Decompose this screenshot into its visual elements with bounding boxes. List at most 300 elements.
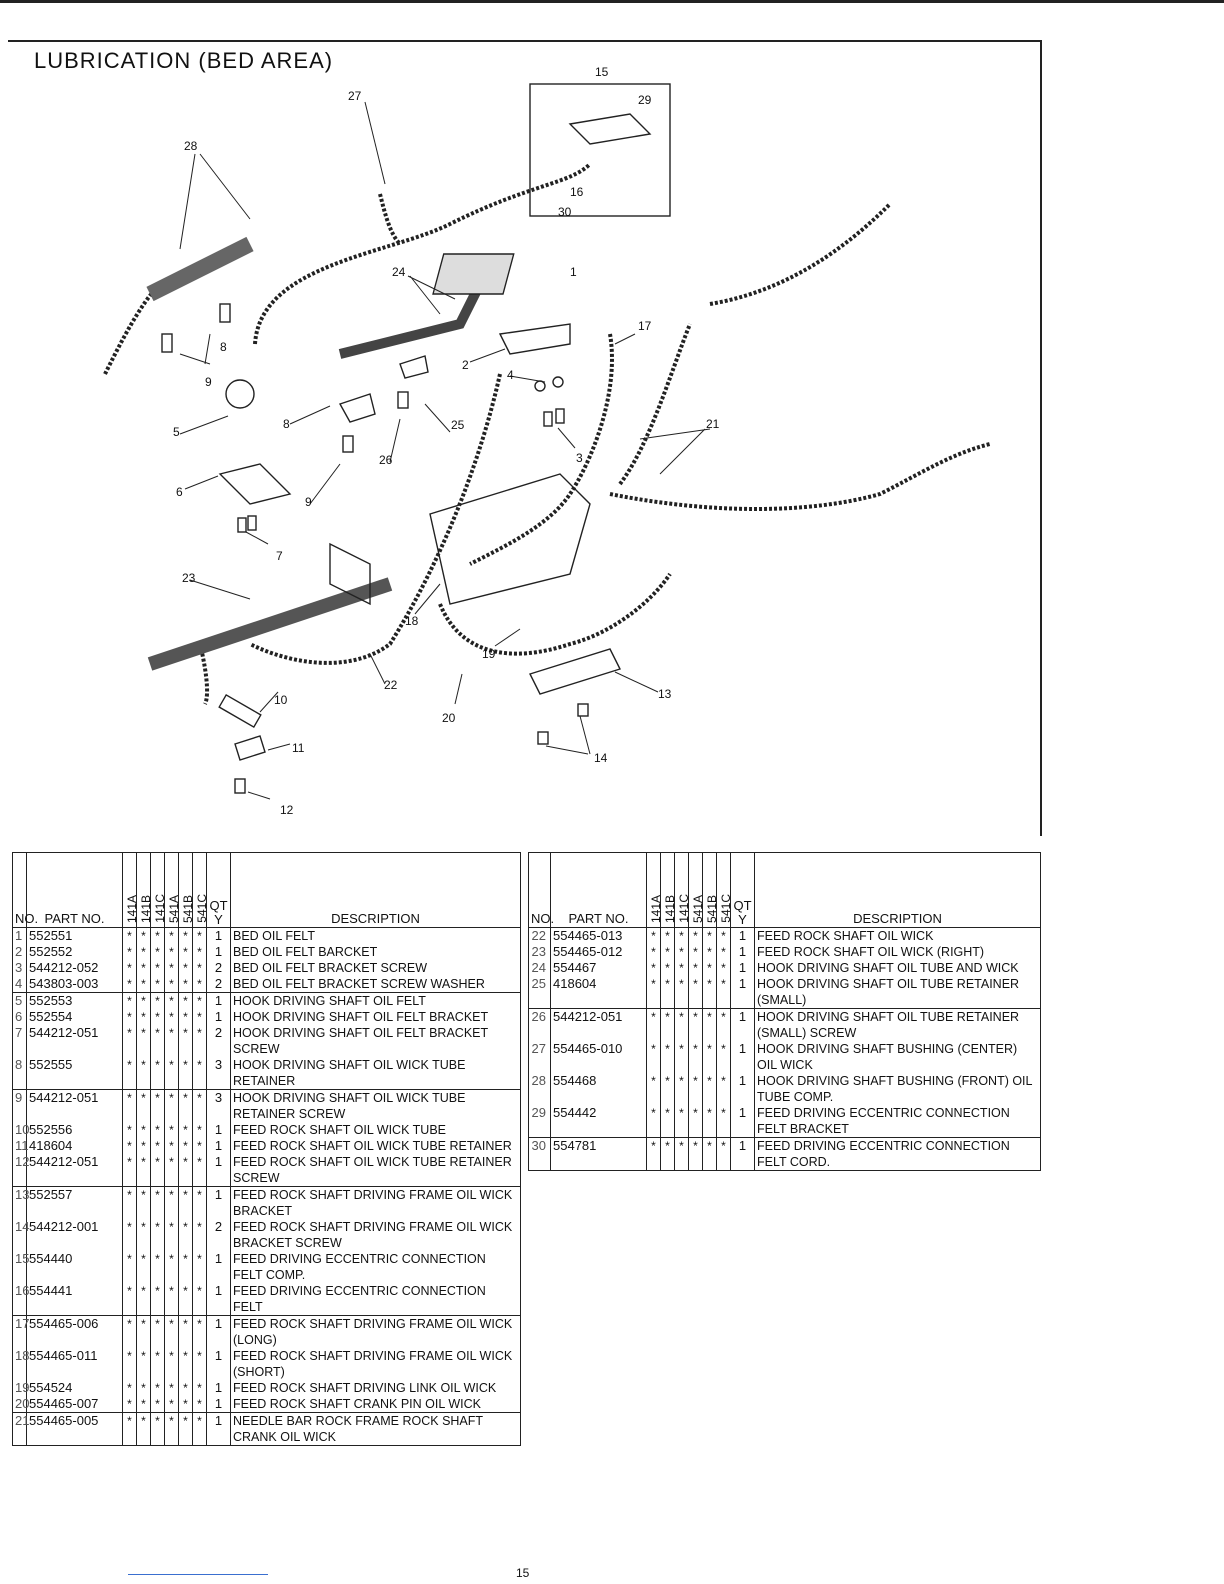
wick-cord — [470, 334, 612, 564]
row-qty: 1 — [207, 1138, 231, 1154]
table-row — [13, 993, 521, 1010]
tube-10 — [219, 695, 261, 727]
screws — [162, 304, 588, 793]
row-model-mark: * — [165, 1138, 179, 1154]
row-no: 24 — [529, 960, 551, 976]
row-no: 7 — [13, 1025, 27, 1057]
row-model-mark: * — [193, 1316, 207, 1349]
row-model-mark: * — [689, 1041, 703, 1073]
row-no: 25 — [529, 976, 551, 1009]
row-model-mark: * — [661, 960, 675, 976]
row-model-mark: * — [647, 1138, 661, 1171]
row-no: 12 — [13, 1154, 27, 1187]
row-model-mark: * — [193, 1025, 207, 1057]
header-model — [151, 853, 165, 928]
row-no: 20 — [13, 1396, 27, 1413]
row-model-mark: * — [123, 1057, 137, 1090]
row-model-mark: * — [179, 1138, 193, 1154]
row-model-mark: * — [717, 960, 731, 976]
row-part-no: 554465-005 — [27, 1413, 123, 1446]
callout-10: 10 — [274, 693, 288, 707]
row-model-mark: * — [689, 960, 703, 976]
row-no: 11 — [13, 1138, 27, 1154]
row-qty: 2 — [207, 976, 231, 993]
table-row — [529, 960, 1041, 976]
row-model-mark: * — [179, 976, 193, 993]
row-model-mark: * — [689, 1105, 703, 1138]
row-no: 10 — [13, 1122, 27, 1138]
header-qty: QTY — [731, 853, 755, 928]
row-model-mark: * — [717, 928, 731, 945]
row-model-mark: * — [179, 1316, 193, 1349]
row-model-mark: * — [165, 976, 179, 993]
row-qty: 1 — [731, 1138, 755, 1171]
table-row — [13, 1187, 521, 1220]
table-row — [13, 944, 521, 960]
parts-table-right — [528, 852, 1041, 1171]
row-model-mark: * — [151, 1396, 165, 1413]
callout-19: 19 — [482, 647, 496, 661]
row-description: FEED ROCK SHAFT DRIVING LINK OIL WICK — [231, 1380, 521, 1396]
header-description: DESCRIPTION — [755, 853, 1041, 928]
row-model-mark: * — [165, 1396, 179, 1413]
row-model-mark: * — [647, 1073, 661, 1105]
row-model-mark: * — [137, 1122, 151, 1138]
row-part-no: 418604 — [551, 976, 647, 1009]
callout-22: 22 — [384, 678, 398, 692]
wick-cord — [255, 164, 590, 344]
row-model-mark: * — [179, 1057, 193, 1090]
row-description: FEED DRIVING ECCENTRIC CONNECTION FELT COMP. — [231, 1251, 521, 1283]
row-model-mark: * — [165, 1413, 179, 1446]
table-row — [13, 1090, 521, 1123]
row-model-mark: * — [123, 1413, 137, 1446]
table-row — [13, 1219, 521, 1251]
row-part-no: 554465-006 — [27, 1316, 123, 1349]
row-qty: 1 — [207, 928, 231, 945]
row-qty: 1 — [731, 976, 755, 1009]
callout-29: 29 — [638, 93, 652, 107]
row-model-mark: * — [689, 1073, 703, 1105]
row-qty: 1 — [207, 1187, 231, 1220]
row-model-mark: * — [151, 1283, 165, 1316]
row-qty: 1 — [731, 960, 755, 976]
row-no: 27 — [529, 1041, 551, 1073]
row-model-mark: * — [179, 1348, 193, 1380]
row-model-mark: * — [151, 1251, 165, 1283]
table-row — [13, 1251, 521, 1283]
row-model-mark: * — [717, 1009, 731, 1042]
row-model-mark: * — [151, 928, 165, 945]
row-model-mark: * — [165, 1187, 179, 1220]
row-model-mark: * — [193, 993, 207, 1010]
header-model-label: 141B — [663, 894, 677, 923]
header-model-label: 541B — [181, 894, 195, 923]
row-model-mark: * — [661, 1041, 675, 1073]
row-model-mark: * — [137, 1316, 151, 1349]
row-model-mark: * — [165, 944, 179, 960]
header-model-label: 141A — [649, 894, 663, 923]
callout-1: 1 — [570, 265, 577, 279]
row-model-mark: * — [703, 1105, 717, 1138]
page-number: 15 — [516, 1566, 530, 1580]
row-model-mark: * — [165, 1025, 179, 1057]
row-model-mark: * — [179, 1009, 193, 1025]
row-model-mark: * — [123, 1219, 137, 1251]
header-model-label: 141B — [139, 894, 153, 923]
callout-8a: 8 — [220, 340, 227, 354]
row-model-mark: * — [703, 976, 717, 1009]
row-model-mark: * — [151, 1025, 165, 1057]
row-no: 4 — [13, 976, 27, 993]
row-model-mark: * — [647, 976, 661, 1009]
row-model-mark: * — [165, 1219, 179, 1251]
wick-cord — [620, 324, 690, 484]
row-qty: 1 — [207, 1154, 231, 1187]
header-model-label: 541A — [167, 894, 181, 923]
header-model — [661, 853, 675, 928]
row-description: HOOK DRIVING SHAFT OIL FELT BRACKET SCREW — [231, 1025, 521, 1057]
row-model-mark: * — [193, 1251, 207, 1283]
row-model-mark: * — [193, 1154, 207, 1187]
row-model-mark: * — [703, 960, 717, 976]
header-model-label: 541C — [719, 894, 733, 923]
row-qty: 1 — [207, 993, 231, 1010]
row-description: BED OIL FELT BRACKET SCREW WASHER — [231, 976, 521, 993]
row-model-mark: * — [123, 1090, 137, 1123]
row-qty: 3 — [207, 1090, 231, 1123]
wick-cord — [380, 194, 400, 244]
row-model-mark: * — [151, 960, 165, 976]
row-model-mark: * — [165, 1380, 179, 1396]
row-model-mark: * — [717, 1138, 731, 1171]
row-model-mark: * — [137, 1396, 151, 1413]
callout-28: 28 — [184, 139, 198, 153]
row-model-mark: * — [703, 1073, 717, 1105]
row-model-mark: * — [123, 1122, 137, 1138]
row-model-mark: * — [647, 1009, 661, 1042]
callout-14: 14 — [594, 751, 608, 765]
callout-9a: 9 — [205, 375, 212, 389]
callout-25: 25 — [451, 418, 465, 432]
row-model-mark: * — [703, 928, 717, 945]
row-model-mark: * — [717, 1041, 731, 1073]
table-row — [13, 976, 521, 993]
header-model — [647, 853, 661, 928]
header-model — [703, 853, 717, 928]
row-part-no: 544212-051 — [27, 1090, 123, 1123]
row-no: 30 — [529, 1138, 551, 1171]
row-qty: 1 — [207, 944, 231, 960]
header-model — [675, 853, 689, 928]
row-model-mark: * — [137, 1251, 151, 1283]
row-model-mark: * — [179, 1219, 193, 1251]
row-model-mark: * — [137, 1187, 151, 1220]
row-model-mark: * — [151, 944, 165, 960]
row-part-no: 554465-007 — [27, 1396, 123, 1413]
row-model-mark: * — [717, 1105, 731, 1138]
table-row — [13, 1348, 521, 1380]
callout-6: 6 — [176, 485, 183, 499]
row-model-mark: * — [165, 928, 179, 945]
row-model-mark: * — [151, 1154, 165, 1187]
row-model-mark: * — [151, 1057, 165, 1090]
row-model-mark: * — [193, 928, 207, 945]
table-row — [13, 928, 521, 945]
callout-21: 21 — [706, 417, 720, 431]
row-model-mark: * — [123, 944, 137, 960]
row-model-mark: * — [193, 1057, 207, 1090]
row-model-mark: * — [165, 1009, 179, 1025]
callout-7: 7 — [276, 549, 283, 563]
row-model-mark: * — [151, 1138, 165, 1154]
row-description: FEED ROCK SHAFT OIL WICK — [755, 928, 1041, 945]
row-qty: 1 — [731, 1105, 755, 1138]
header-model-label: 541A — [691, 894, 705, 923]
row-model-mark: * — [193, 1187, 207, 1220]
row-description: FEED DRIVING ECCENTRIC CONNECTION FELT — [231, 1283, 521, 1316]
table-row — [13, 1122, 521, 1138]
row-part-no: 554465-013 — [551, 928, 647, 945]
row-no: 28 — [529, 1073, 551, 1105]
row-description: FEED ROCK SHAFT DRIVING FRAME OIL WICK BRACKET SCREW — [231, 1219, 521, 1251]
table-row — [13, 1283, 521, 1316]
row-model-mark: * — [179, 1251, 193, 1283]
row-model-mark: * — [151, 1219, 165, 1251]
row-model-mark: * — [179, 993, 193, 1010]
row-model-mark: * — [165, 1154, 179, 1187]
row-no: 9 — [13, 1090, 27, 1123]
row-description: FEED ROCK SHAFT OIL WICK TUBE RETAINER — [231, 1138, 521, 1154]
row-no: 1 — [13, 928, 27, 945]
row-qty: 1 — [207, 1251, 231, 1283]
row-model-mark: * — [165, 1283, 179, 1316]
table-row — [13, 960, 521, 976]
row-model-mark: * — [689, 1138, 703, 1171]
row-model-mark: * — [165, 1122, 179, 1138]
row-model-mark: * — [675, 1009, 689, 1042]
row-model-mark: * — [123, 1138, 137, 1154]
row-model-mark: * — [179, 1122, 193, 1138]
row-model-mark: * — [165, 1057, 179, 1090]
row-model-mark: * — [675, 976, 689, 1009]
table-row — [529, 976, 1041, 1009]
row-model-mark: * — [151, 1122, 165, 1138]
row-model-mark: * — [123, 1283, 137, 1316]
row-model-mark: * — [137, 1057, 151, 1090]
row-model-mark: * — [179, 1187, 193, 1220]
retainer-11 — [235, 736, 265, 760]
row-qty: 1 — [207, 1413, 231, 1446]
callout-5: 5 — [173, 425, 180, 439]
row-model-mark: * — [675, 928, 689, 945]
row-model-mark: * — [675, 1105, 689, 1138]
row-model-mark: * — [123, 1251, 137, 1283]
bottom-link-rule — [128, 1574, 268, 1575]
row-model-mark: * — [193, 1009, 207, 1025]
table-row — [13, 1057, 521, 1090]
gear-housing — [430, 474, 590, 604]
row-description: FEED ROCK SHAFT CRANK PIN OIL WICK — [231, 1396, 521, 1413]
header-model-label: 141C — [677, 894, 691, 923]
row-part-no: 554781 — [551, 1138, 647, 1171]
row-model-mark: * — [193, 1138, 207, 1154]
row-no: 15 — [13, 1251, 27, 1283]
row-part-no: 554440 — [27, 1251, 123, 1283]
row-description: HOOK DRIVING SHAFT BUSHING (CENTER) OIL WICK — [755, 1041, 1041, 1073]
row-model-mark: * — [151, 1413, 165, 1446]
row-description: HOOK DRIVING SHAFT OIL FELT BRACKET — [231, 1009, 521, 1025]
row-model-mark: * — [661, 944, 675, 960]
header-model — [165, 853, 179, 928]
table-row — [13, 1316, 521, 1349]
row-model-mark: * — [661, 976, 675, 1009]
row-model-mark: * — [137, 993, 151, 1010]
row-description: FEED ROCK SHAFT DRIVING FRAME OIL WICK BRACKET — [231, 1187, 521, 1220]
retainer — [340, 394, 375, 422]
page-title: LUBRICATION (BED AREA) — [34, 48, 334, 73]
row-model-mark: * — [137, 1413, 151, 1446]
row-description: FEED ROCK SHAFT OIL WICK TUBE — [231, 1122, 521, 1138]
row-no: 21 — [13, 1413, 27, 1446]
row-qty: 2 — [207, 1025, 231, 1057]
oil-tube-comp — [150, 244, 250, 294]
row-model-mark: * — [661, 1105, 675, 1138]
bracket-plate — [220, 464, 290, 504]
row-model-mark: * — [151, 1090, 165, 1123]
row-model-mark: * — [179, 928, 193, 945]
row-part-no: 554467 — [551, 960, 647, 976]
callout-2: 2 — [462, 358, 469, 372]
row-model-mark: * — [123, 928, 137, 945]
callout-17: 17 — [638, 319, 652, 333]
row-model-mark: * — [165, 1348, 179, 1380]
row-model-mark: * — [193, 976, 207, 993]
header-model — [123, 853, 137, 928]
row-model-mark: * — [675, 960, 689, 976]
row-qty: 1 — [207, 1396, 231, 1413]
row-model-mark: * — [179, 1413, 193, 1446]
row-no: 2 — [13, 944, 27, 960]
felt-block — [433, 254, 514, 294]
row-model-mark: * — [151, 1009, 165, 1025]
row-part-no: 554465-012 — [551, 944, 647, 960]
row-description: BED OIL FELT BRACKET SCREW — [231, 960, 521, 976]
row-model-mark: * — [137, 1138, 151, 1154]
row-model-mark: * — [179, 960, 193, 976]
row-no: 6 — [13, 1009, 27, 1025]
row-model-mark: * — [647, 960, 661, 976]
row-model-mark: * — [689, 976, 703, 1009]
row-model-mark: * — [675, 1138, 689, 1171]
row-part-no: 552553 — [27, 993, 123, 1010]
row-model-mark: * — [647, 1105, 661, 1138]
row-description: NEEDLE BAR ROCK FRAME ROCK SHAFT CRANK OIL WICK — [231, 1413, 521, 1446]
callout-13: 13 — [658, 687, 672, 701]
felt-bracket — [570, 114, 650, 144]
row-part-no: 552551 — [27, 928, 123, 945]
row-part-no: 554465-010 — [551, 1041, 647, 1073]
row-part-no: 418604 — [27, 1138, 123, 1154]
row-model-mark: * — [137, 976, 151, 993]
wick-cord — [610, 444, 990, 509]
callout-18: 18 — [405, 614, 419, 628]
row-model-mark: * — [703, 1009, 717, 1042]
header-model — [137, 853, 151, 928]
table-row — [529, 1138, 1041, 1171]
row-model-mark: * — [647, 944, 661, 960]
row-model-mark: * — [647, 1041, 661, 1073]
row-model-mark: * — [179, 1283, 193, 1316]
row-model-mark: * — [179, 1090, 193, 1123]
row-model-mark: * — [123, 1009, 137, 1025]
row-part-no: 552557 — [27, 1187, 123, 1220]
row-model-mark: * — [137, 1090, 151, 1123]
row-model-mark: * — [179, 1396, 193, 1413]
row-part-no: 554441 — [27, 1283, 123, 1316]
row-qty: 1 — [207, 1122, 231, 1138]
row-model-mark: * — [165, 1090, 179, 1123]
row-description: HOOK DRIVING SHAFT OIL WICK TUBE RETAINER SCREW — [231, 1090, 521, 1123]
frame-bracket-13 — [530, 649, 620, 694]
header-part-no: PART NO. — [27, 853, 123, 928]
row-part-no: 544212-051 — [27, 1025, 123, 1057]
row-model-mark: * — [165, 1316, 179, 1349]
row-model-mark: * — [193, 1348, 207, 1380]
row-model-mark: * — [193, 944, 207, 960]
row-model-mark: * — [193, 1219, 207, 1251]
table-row — [529, 944, 1041, 960]
row-model-mark: * — [165, 960, 179, 976]
callout-labels — [173, 65, 720, 817]
row-no: 23 — [529, 944, 551, 960]
row-description: FEED ROCK SHAFT OIL WICK TUBE RETAINER SCREW — [231, 1154, 521, 1187]
row-description: FEED ROCK SHAFT OIL WICK (RIGHT) — [755, 944, 1041, 960]
row-model-mark: * — [137, 1219, 151, 1251]
row-part-no: 544212-051 — [551, 1009, 647, 1042]
parts-table-left — [12, 852, 521, 1446]
header-qty: QTY — [207, 853, 231, 928]
row-no: 3 — [13, 960, 27, 976]
row-no: 22 — [529, 928, 551, 945]
header-model — [193, 853, 207, 928]
row-description: BED OIL FELT — [231, 928, 521, 945]
table-row — [13, 1009, 521, 1025]
row-model-mark: * — [151, 1348, 165, 1380]
row-part-no: 544212-052 — [27, 960, 123, 976]
row-qty: 2 — [207, 1219, 231, 1251]
row-model-mark: * — [675, 1041, 689, 1073]
table-row — [13, 1413, 521, 1446]
row-model-mark: * — [151, 1187, 165, 1220]
row-model-mark: * — [193, 1122, 207, 1138]
callout-26: 26 — [379, 453, 393, 467]
row-part-no: 554524 — [27, 1380, 123, 1396]
row-model-mark: * — [675, 944, 689, 960]
row-model-mark: * — [179, 1025, 193, 1057]
callout-16: 16 — [570, 185, 584, 199]
row-model-mark: * — [193, 1413, 207, 1446]
row-no: 29 — [529, 1105, 551, 1138]
row-model-mark: * — [137, 944, 151, 960]
row-model-mark: * — [661, 1138, 675, 1171]
row-part-no: 552552 — [27, 944, 123, 960]
row-qty: 1 — [207, 1380, 231, 1396]
row-model-mark: * — [703, 944, 717, 960]
top-rule — [0, 0, 1224, 3]
row-no: 19 — [13, 1380, 27, 1396]
callout-3: 3 — [576, 451, 583, 465]
